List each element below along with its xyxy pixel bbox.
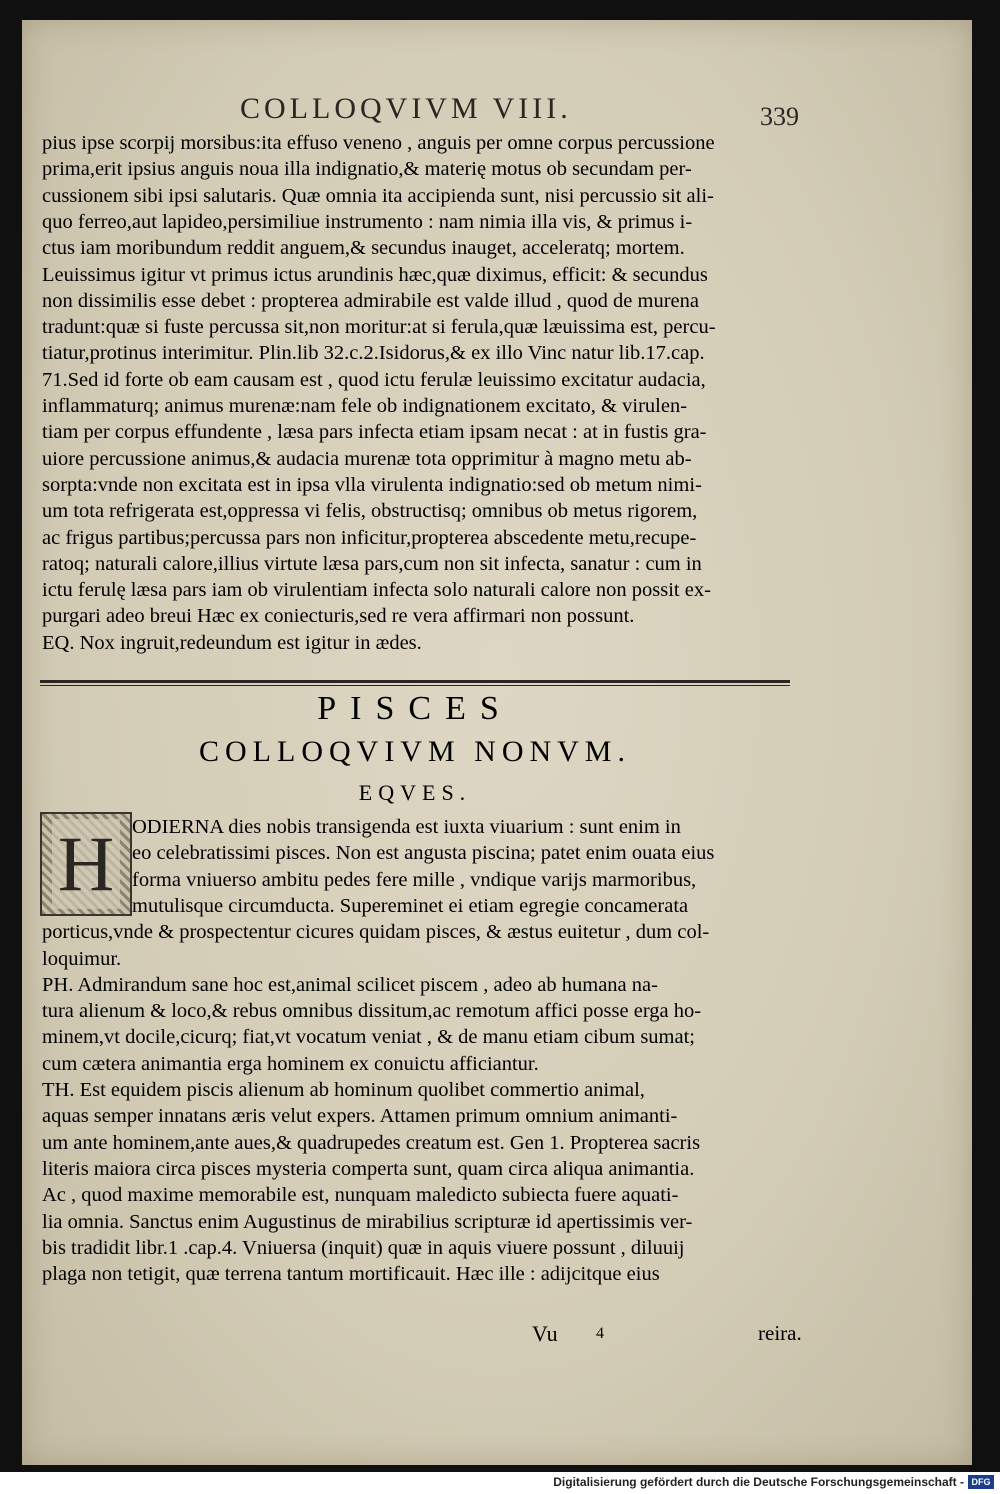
text-line: non dissimilis esse debet : propterea admirabile est valde illud , quod de murena [42,289,699,312]
text-line: PH. Admirandum sane hoc est,animal scilicet piscem , adeo ab humana na- [42,973,658,996]
section-subtitle: COLLOQVIVM NONVM. [199,735,631,768]
catchword: reira. [758,1321,802,1345]
text-line: aquas semper innatans æris velut expers. Attamen primum omnium animanti- [42,1105,678,1128]
text-line: bis tradidit libr.1 .cap.4. Vniuersa (inquit) quæ in aquis viuere possunt , diluuij [42,1236,685,1259]
text-line: purgari adeo breui Hæc ex coniecturis,sed re vera affirmari non possunt. [42,605,635,628]
text-line: cussionem sibi ipsi salutaris. Quæ omnia ita accipienda sunt, nisi percussio sit ali- [42,184,714,207]
text-line: plaga non tetigit, quæ terrena tantum mortificauit. Hæc ille : adijcitque eius [42,1263,660,1286]
text-line: inflammaturq; animus murenæ:nam fele ob indignationem excitato, & virulen- [42,395,688,417]
text-line: ODIERNA dies nobis transigenda est iuxta viuarium : sunt enim in [132,816,681,838]
text-line: pius ipse scorpij morsibus:ita effuso veneno , anguis per omne corpus percussione [42,132,715,154]
text-line: ctus iam moribundum reddit anguem,& secundus inauget, acceleratq; mortem. [42,237,685,260]
decorated-initial [40,812,132,916]
page-number: 339 [760,102,799,131]
text-line: loquimur. [42,947,122,970]
text-line: ratoq; naturali calore,illius virtute læsa pars,cum non sit infecta, sanatur : cum in [42,552,702,575]
text-line: um ante hominem,ante aues,& quadrupedes creatum est. Gen 1. Propterea sacris [42,1131,701,1154]
text-line: literis maiora circa pisces mysteria comperta sunt, quam circa aliqua animantia. [42,1157,695,1180]
dfg-logo: DFG [968,1475,994,1489]
text-line: EQ. Nox ingruit,redeundum est igitur in ædes. [42,631,422,654]
text-line: 71.Sed id forte ob eam causam est , quod ictu ferulæ leuissimo excitatur audacia, [42,368,706,391]
text-line: sorpta:vnde non excitata est in ipsa vlla virulenta indignatio:sed ob metum nimi- [42,473,702,496]
text-line: Leuissimus igitur vt primus ictus arundinis hæc,quæ diximus, efficit: & secundus [42,263,708,286]
speaker-heading: EQVES. [358,780,472,805]
footer-bar [0,1472,1000,1494]
text-line: tura alienum & loco,& rebus omnibus dissitum,ac remotum affici posse erga ho- [42,1000,702,1023]
section-rule-thin [40,685,790,686]
text-line: quo ferreo,aut lapideo,persimiliue instrumento : nam nimia illa vis, & primus i- [42,210,693,233]
text-line: minem,vt docile,cicurq; fiat,vt vocatum veniat , & de manu etiam cibum sumat; [42,1026,695,1049]
text-line: mutulisque circumducta. Supereminet ei etiam egregie concamerata [132,894,689,917]
text-line: eo celebratissimi pisces. Non est angusta piscina; patet enim ouata eius [132,842,715,865]
catchword-left: Vu [532,1321,558,1346]
text-line: ictu ferulę læsa pars iam ob virulentiam infecta solo naturali calore non possit ex- [42,579,711,602]
signature-mark: 4 [596,1325,604,1342]
text-line: porticus,vnde & prospectentur cicures quidam pisces, & æstus euitetur , dum col- [42,921,710,944]
footer-credit: Digitalisierung gefördert durch die Deutsche Forschungsgemeinschaft - [553,1475,964,1489]
section-rule [40,680,790,683]
text-line: uiore percussione animus,& audacia murenæ tota opprimitur à magno metu ab- [42,447,692,470]
running-head: COLLOQVIVM VIII. [240,92,572,125]
text-line: tradunt:quæ si fuste percussa sit,non moritur:at si ferula,quæ læuissima est, percu- [42,316,716,339]
text-line: cum cætera animantia erga hominem ex conuictu afficiantur. [42,1052,539,1075]
text-line: tiatur,protinus interimitur. Plin.lib 32.c.2.Isidorus,& ex illo Vinc natur lib.17.cap. [42,342,705,365]
text-line: TH. Est equidem piscis alienum ab hominum quolibet commertio animal, [42,1079,645,1101]
text-line: um tota refrigerata est,oppressa vi felis, obstructisq; omnibus ob metus rigorem, [42,500,698,523]
text-line: lia omnia. Sanctus enim Augustinus de mirabilius scripturæ id apertissimis ver- [42,1210,693,1233]
text-line: Ac , quod maxime memorabile est, nunquam maledicto subiecta fuere aquati- [42,1184,679,1207]
text-line: tiam per corpus effundente , læsa pars infecta etiam ipsam necat : at in fustis gra- [42,421,707,444]
text-line: prima,erit ipsius anguis noua illa indignatio,& materię motus ob secundam per- [42,158,692,181]
section-title: PISCES [317,690,513,727]
text-line: ac frigus partibus;percussa pars non inficitur,propterea abscedente metu,recupe- [42,526,697,549]
text-line: forma vniuerso ambitu pedes fere mille , vndique varijs marmoribus, [132,868,697,891]
initial-letter: H [52,819,120,909]
